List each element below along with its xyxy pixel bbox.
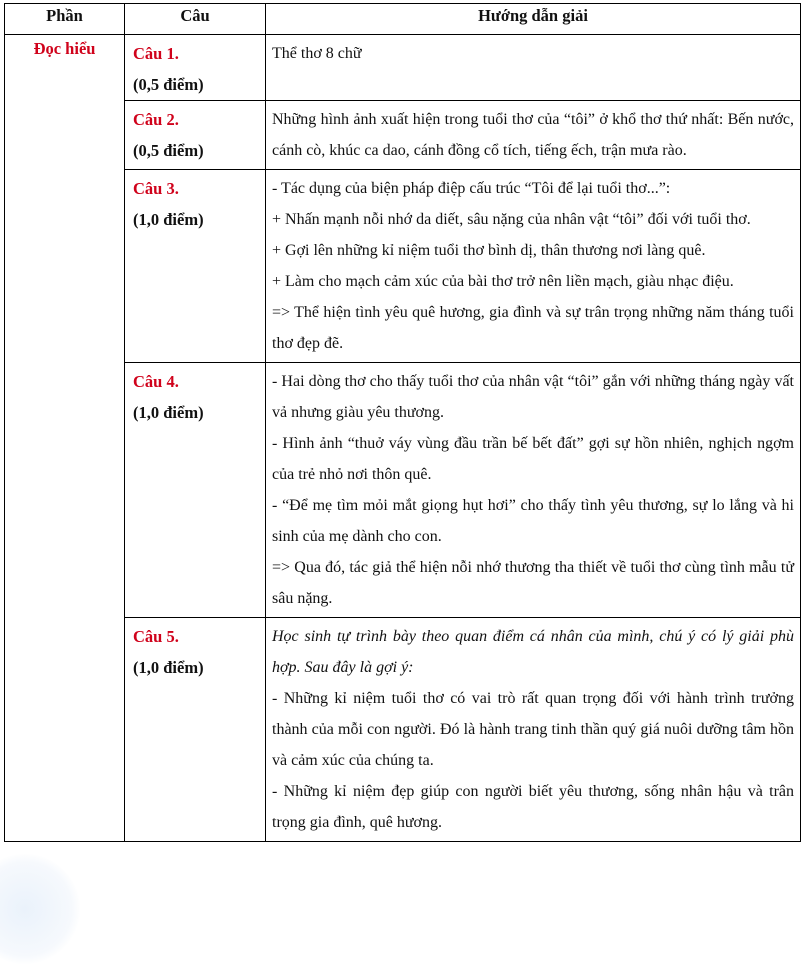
guide-line: Học sinh tự trình bày theo quan điểm cá nhân của mình, chú ý có lý giải phù hợp. Sau đây là gợi ý: [272,628,794,676]
guide-line: + Gợi lên những kỉ niệm tuổi thơ bình dị, thân thương nơi làng quê. [272,242,706,259]
guide-line: Thể thơ 8 chữ [272,45,362,62]
table-body [5,35,801,842]
guide-line: Những hình ảnh xuất hiện trong tuổi thơ của “tôi” ở khổ thơ thứ nhất: Bến nước, cánh cò, khúc ca dao, cánh đồng cổ tích, tiếng ếch, trận mưa rào. [272,111,794,159]
question-number: Câu 3. [133,179,179,198]
question-number: Câu 1. [133,44,179,63]
guide-cell [266,101,801,170]
watermark-decoration [0,854,80,964]
guide-line: + Làm cho mạch cảm xúc của bài thơ trở nên liền mạch, giàu nhạc điệu. [272,273,734,290]
guide-line: => Thể hiện tình yêu quê hương, gia đình và sự trân trọng những năm tháng tuổi thơ đẹp đẽ. [272,304,794,352]
header-cau: Câu [125,4,266,35]
header-huong-dan: Hướng dẫn giải [266,4,801,35]
question-number: Câu 5. [133,627,179,646]
table-header-row [5,4,801,35]
question-cell [125,35,266,101]
guide-cell [266,170,801,363]
guide-cell [266,363,801,618]
guide-line: - Hai dòng thơ cho thấy tuổi thơ của nhân vật “tôi” gắn với những tháng ngày vất vả nhưng giàu yêu thương. [272,373,794,421]
question-score: (1,0 điểm) [133,210,204,229]
question-score: (1,0 điểm) [133,403,204,422]
guide-line: + Nhấn mạnh nỗi nhớ da diết, sâu nặng của nhân vật “tôi” đối với tuổi thơ. [272,211,751,228]
question-cell [125,170,266,363]
question-cell [125,618,266,842]
question-score: (0,5 điểm) [133,141,204,160]
guide-line: - Những kỉ niệm tuổi thơ có vai trò rất quan trọng đối với hành trình trưởng thành của mỗi con người. Đó là hành trang tinh thần quý giá nuôi dưỡng tâm hồn và cảm xúc của chúng ta. [272,690,794,769]
guide-line: => Qua đó, tác giả thể hiện nỗi nhớ thương tha thiết về tuổi thơ cùng tình mẫu tử sâu nặng. [272,559,794,607]
question-number: Câu 4. [133,372,179,391]
guide-cell [266,35,801,101]
section-label: Đọc hiểu [5,35,125,842]
question-score: (1,0 điểm) [133,658,204,677]
question-number: Câu 2. [133,110,179,129]
question-cell [125,363,266,618]
table-row [5,170,801,363]
answer-table [4,3,801,842]
table-row [5,101,801,170]
guide-line: - “Để mẹ tìm mỏi mắt giọng hụt hơi” cho thấy tình yêu thương, sự lo lắng và hi sinh của mẹ dành cho con. [272,497,794,545]
question-cell [125,101,266,170]
guide-cell [266,618,801,842]
guide-line: - Những kỉ niệm đẹp giúp con người biết yêu thương, sống nhân hậu và trân trọng gia đình, quê hương. [272,783,794,831]
table-row [5,363,801,618]
table-row [5,618,801,842]
header-phan: Phần [5,4,125,35]
guide-line: - Tác dụng của biện pháp điệp cấu trúc “Tôi để lại tuổi thơ...”: [272,180,671,197]
table-row [5,35,801,101]
question-score: (0,5 điểm) [133,75,204,94]
guide-line: - Hình ảnh “thuở váy vùng đầu trần bế bết đất” gợi sự hồn nhiên, nghịch ngợm của trẻ nhỏ nơi thôn quê. [272,435,794,483]
